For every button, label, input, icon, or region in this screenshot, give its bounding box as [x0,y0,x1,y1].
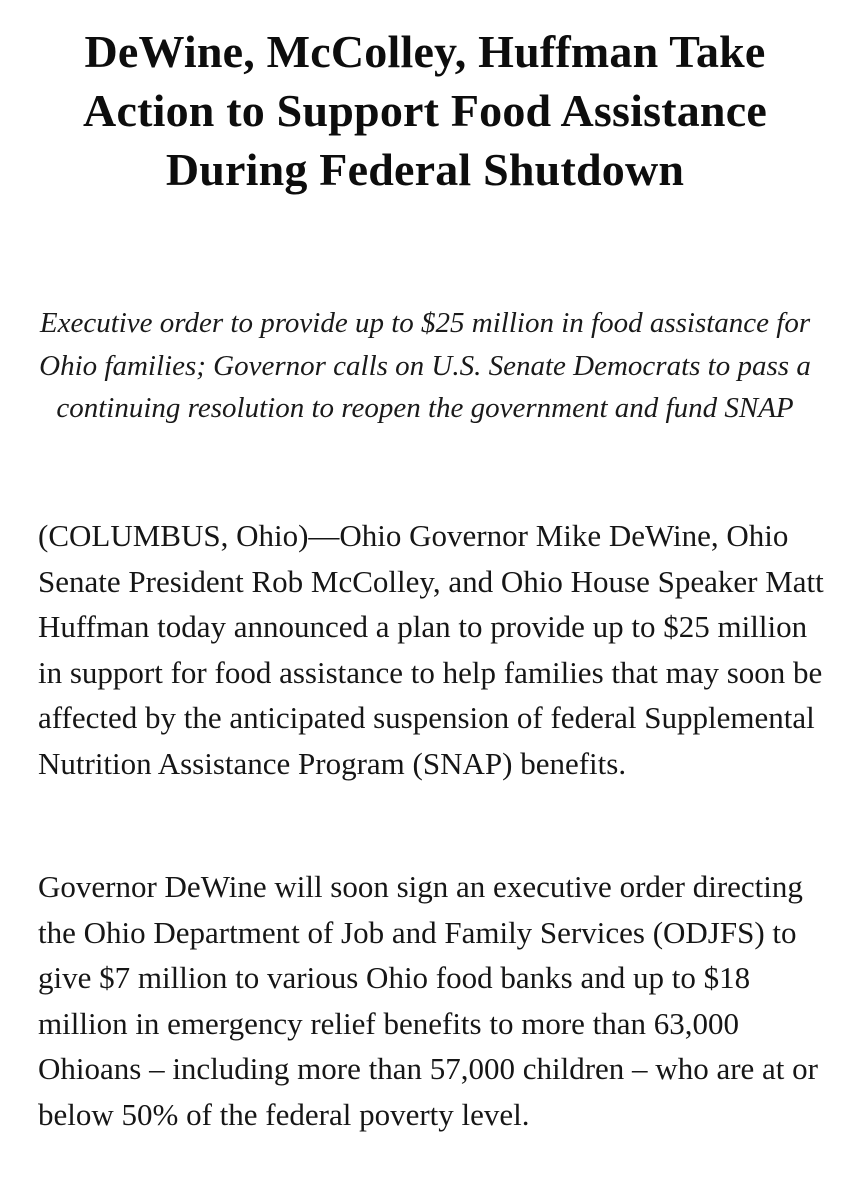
headline: DeWine, McColley, Huffman Take Action to Support Food Assistance During Federal Shutdown [83,26,767,195]
body-paragraph: (COLUMBUS, Ohio)—Ohio Governor Mike DeWine, Ohio Senate President Rob McColley, and Ohio House Speaker Matt Huffman today announced a plan to provide up to $25 million in support for food assistance to help families that may soon be affected by the anticipated suspension of federal Supplemental Nutrition Assistance Program (SNAP) benefits. [38,518,824,781]
body-paragraph: Governor DeWine will soon sign an executive order directing the Ohio Department of Job and Family Services (ODJFS) to give $7 million to various Ohio food banks and up to $18 million in emergency relief benefits to more than 63,000 Ohioans – including more than 57,000 children – who are at or below 50% of the federal poverty level. [38,869,818,1132]
subheadline: Executive order to provide up to $25 million in food assistance for Ohio families; Governor calls on U.S. Senate Democrats to pass a continuing resolution to reopen the government and fund SNAP [39,307,811,424]
